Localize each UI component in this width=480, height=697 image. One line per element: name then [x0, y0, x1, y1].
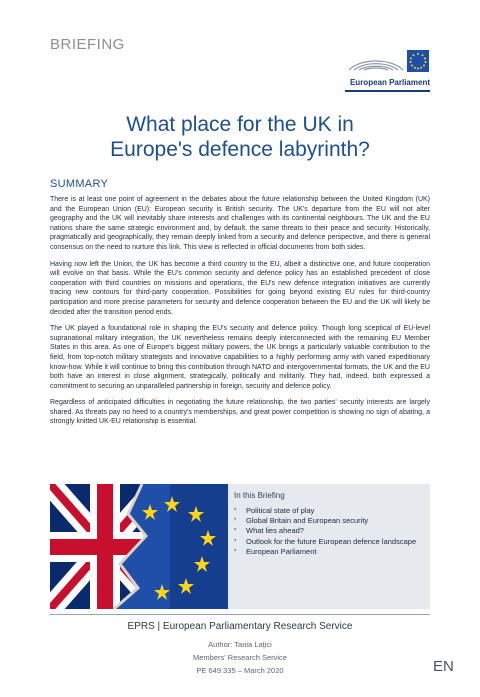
list-item: ’ Political state of play: [234, 506, 424, 516]
in-this-briefing-box: [228, 484, 430, 609]
document-title: [40, 112, 440, 162]
document-type-label: BRIEFING: [50, 36, 125, 53]
title-line-1: What place for the UK in: [126, 113, 354, 136]
summary-heading: SUMMARY: [50, 178, 109, 190]
in-this-briefing-title: In this Briefing: [234, 491, 285, 500]
eprs-service-name: EPRS | European Parliamentary Research Service: [127, 621, 353, 632]
list-item: ’ What lies ahead?: [234, 526, 424, 536]
list-item: ’ Global Britain and European security: [234, 516, 424, 526]
department-line: Members' Research Service: [193, 653, 287, 662]
logo-underline: [345, 90, 430, 92]
language-code: EN: [433, 658, 454, 675]
logo-caption: European Parliament: [349, 78, 430, 87]
summary-paragraph-1: There is at least one point of agreement in the debates about the future relationship between the United Kingdom (UK) and the European Union (EU): European security is British security. The UK's departure from the EU will not alter geography and the UK will inevitably share interests and challenges with its continental neighbours. The UK and the EU nations share the same strategic environment and, by default, the same threats to their peace and security. Historically, pragmatically and geographically, they remain deeply linked from a security and defence perspective, and there is general consensus on the need to nurture this link. This view is reflected in official documents from both sides.: [50, 196, 430, 251]
summary-paragraph-4: Regardless of anticipated difficulties in negotiating the future relationship, the two parties' security interests are largely shared. As threats pay no heed to a country's memberships, and great power competition is showing no sign of abating, a strongly knitted UK-EU relationship is essential.: [50, 399, 430, 426]
list-item: ’ European Parliament: [234, 547, 424, 557]
title-line-2: Europe's defence labyrinth?: [110, 138, 370, 161]
parliament-hemicycle-icon: [345, 36, 430, 78]
footer-divider: [50, 614, 430, 615]
reference-line: PE 649.335 – March 2020: [196, 666, 284, 675]
list-item: ’ Outlook for the future European defence landscape: [234, 537, 424, 547]
summary-paragraph-2: Having now left the Union, the UK has become a third country to the EU, albeit a distinctive one, and future cooperation will evolve on that basis. While the EU's common security and defence policy has an established precedent of close cooperation with third countries on missions and operations, the EU's new defence integration initiatives are currently tracing new contours for third-party cooperation. Possibilities for going beyond existing EU rules for third-country participation and more precise parameters for security and defence cooperation between the EU and the UK will likely be decided after the transition period ends.: [50, 260, 430, 316]
european-parliament-logo: [345, 36, 430, 94]
uk-eu-flag-image: [50, 484, 228, 609]
in-this-briefing-list: [234, 506, 424, 557]
summary-paragraph-3: The UK played a foundational role in shaping the EU's security and defence policy. Though long sceptical of EU-level supranational military integration, the UK nevertheless remains deeply interconnected with the remaining EU Member States in this area. As one of Europe's biggest military powers, the UK brings a particularly valuable contribution to the field, from top-notch military strategists and innovative capabilities to a highly performing army with varied expeditionary know-how. While it will continue to bring this contribution through NATO and intergovernmental formats, the UK and the EU both have an interest in close alignment, strategically, politically and militarily. They had, indeed, both expressed a commitment to securing an unparalleled partnership in foreign, security and defence policy.: [50, 325, 430, 390]
author-line: Author: Tania Laţici: [208, 640, 272, 649]
summary-body: [50, 195, 430, 434]
